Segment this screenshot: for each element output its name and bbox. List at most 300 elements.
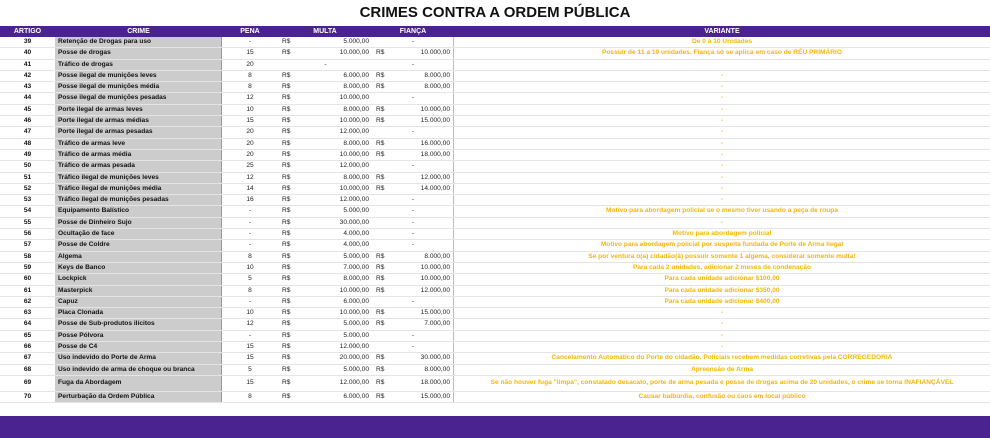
currency-symbol: R$ bbox=[282, 94, 291, 102]
currency-symbol: R$ bbox=[376, 392, 385, 400]
fianca-cell bbox=[372, 392, 454, 402]
artigo-cell: 40 bbox=[23, 49, 32, 57]
fianca-cell bbox=[372, 37, 454, 47]
table-row bbox=[0, 195, 990, 206]
currency-symbol: R$ bbox=[282, 263, 291, 271]
multa-cell-value: 4.000,00 bbox=[343, 241, 369, 249]
multa-cell bbox=[278, 319, 372, 329]
artigo-cell: 59 bbox=[23, 263, 32, 271]
table-row bbox=[0, 319, 990, 330]
multa-cell bbox=[278, 161, 372, 171]
table-header bbox=[0, 26, 990, 37]
multa-cell-value: 5.000,00 bbox=[343, 331, 369, 339]
multa-cell bbox=[278, 195, 372, 205]
fianca-cell-value: 8.000,00 bbox=[424, 83, 450, 91]
crime-cell: Posse Pólvora bbox=[55, 331, 222, 341]
fianca-cell-value: 12.000,00 bbox=[420, 286, 450, 294]
artigo-cell: 56 bbox=[23, 230, 32, 238]
multa-cell-value: 8.000,00 bbox=[343, 83, 369, 91]
multa-cell bbox=[278, 376, 372, 391]
pena-cell: 8 bbox=[248, 286, 252, 294]
variante-cell: Motivo para abordagem policial se o mesmo tiver usando a peça de roupa bbox=[606, 207, 838, 215]
crime-cell: Posse ilegal de munições média bbox=[55, 82, 222, 92]
fianca-cell-value: - bbox=[411, 196, 415, 204]
artigo-cell: 65 bbox=[23, 331, 32, 339]
crime-cell: Posse ilegal de munições pesadas bbox=[55, 93, 222, 103]
multa-cell bbox=[278, 252, 372, 262]
artigo-cell: 48 bbox=[23, 139, 32, 147]
fianca-cell bbox=[372, 319, 454, 329]
artigo-cell: 50 bbox=[23, 162, 32, 170]
variante-cell: Para cada unidade adicionar $400,00 bbox=[664, 297, 780, 305]
artigo-cell: 46 bbox=[23, 117, 32, 125]
currency-symbol: R$ bbox=[282, 71, 291, 79]
currency-symbol: R$ bbox=[376, 184, 385, 192]
fianca-cell-value: 30.000,00 bbox=[420, 354, 450, 362]
header-pena: PENA bbox=[240, 28, 260, 35]
multa-cell-value: 7.000,00 bbox=[343, 263, 369, 271]
fianca-cell bbox=[372, 297, 454, 307]
multa-cell-value: 12.000,00 bbox=[339, 196, 369, 204]
multa-cell-value: 10.000,00 bbox=[339, 150, 369, 158]
header-crime: CRIME bbox=[127, 28, 150, 35]
artigo-cell: 54 bbox=[23, 207, 32, 215]
multa-cell bbox=[278, 331, 372, 341]
multa-cell bbox=[278, 206, 372, 216]
multa-cell bbox=[278, 365, 372, 375]
crime-cell: Porte ilegal de armas médias bbox=[55, 116, 222, 126]
pena-cell: 20 bbox=[246, 60, 254, 68]
fianca-cell-value: 15.000,00 bbox=[420, 117, 450, 125]
currency-symbol: R$ bbox=[282, 331, 291, 339]
variante-cell: Apreensão de Arma bbox=[690, 365, 754, 373]
fianca-cell-value: - bbox=[411, 162, 415, 170]
multa-cell-value: 30.000,00 bbox=[339, 218, 369, 226]
table-row bbox=[0, 93, 990, 104]
pena-cell: 5 bbox=[248, 365, 252, 373]
fianca-cell bbox=[372, 342, 454, 352]
currency-symbol: R$ bbox=[282, 150, 291, 158]
currency-symbol: R$ bbox=[282, 365, 291, 373]
currency-symbol: R$ bbox=[376, 309, 385, 317]
multa-cell-value: 20.000,00 bbox=[339, 354, 369, 362]
crimes-table-body bbox=[0, 37, 990, 403]
pena-cell: 8 bbox=[248, 392, 252, 400]
currency-symbol: R$ bbox=[282, 173, 291, 181]
crime-cell: Ocultação de face bbox=[55, 229, 222, 239]
variante-cell: Motivo para abordagem policial bbox=[672, 230, 772, 238]
multa-cell-value: 8.000,00 bbox=[343, 173, 369, 181]
multa-cell-value: 5.000,00 bbox=[343, 207, 369, 215]
currency-symbol: R$ bbox=[376, 83, 385, 91]
page-title: CRIMES CONTRA A ORDEM PÚBLICA bbox=[359, 4, 631, 21]
table-row bbox=[0, 392, 990, 403]
variante-cell bbox=[454, 60, 990, 70]
fianca-cell bbox=[372, 206, 454, 216]
fianca-cell bbox=[372, 173, 454, 183]
artigo-cell: 52 bbox=[23, 184, 32, 192]
pena-cell: 5 bbox=[248, 275, 252, 283]
multa-cell bbox=[278, 48, 372, 58]
variante-cell: Causar balbúrdia, confusão ou caos em local público bbox=[638, 392, 806, 400]
fianca-cell-value: 7.000,00 bbox=[424, 320, 450, 328]
currency-symbol: R$ bbox=[282, 354, 291, 362]
multa-cell-value: 5.000,00 bbox=[343, 38, 369, 45]
crime-cell: Posse de drogas bbox=[55, 48, 222, 58]
fianca-cell bbox=[372, 150, 454, 160]
variante-cell: - bbox=[720, 309, 724, 317]
currency-symbol: R$ bbox=[282, 117, 291, 125]
header-variante: VARIANTE bbox=[704, 28, 740, 35]
crime-cell: Lockpick bbox=[55, 274, 222, 284]
fianca-cell-value: 15.000,00 bbox=[420, 392, 450, 400]
currency-symbol: R$ bbox=[282, 343, 291, 351]
multa-cell bbox=[278, 342, 372, 352]
multa-cell-value: 6.000,00 bbox=[343, 392, 369, 400]
artigo-cell: 42 bbox=[23, 71, 32, 79]
table-row bbox=[0, 150, 990, 161]
table-row bbox=[0, 218, 990, 229]
currency-symbol: R$ bbox=[282, 49, 291, 57]
table-row bbox=[0, 48, 990, 59]
pena-cell: 16 bbox=[246, 196, 254, 204]
currency-symbol: R$ bbox=[282, 230, 291, 238]
currency-symbol: R$ bbox=[282, 286, 291, 294]
currency-symbol: R$ bbox=[282, 83, 291, 91]
fianca-cell bbox=[372, 60, 454, 70]
multa-cell bbox=[278, 37, 372, 47]
currency-symbol: R$ bbox=[376, 354, 385, 362]
currency-symbol: R$ bbox=[376, 173, 385, 181]
fianca-cell bbox=[372, 365, 454, 375]
variante-cell: - bbox=[720, 320, 724, 328]
multa-cell-value: 6.000,00 bbox=[343, 71, 369, 79]
fianca-cell bbox=[372, 353, 454, 363]
variante-cell: - bbox=[720, 173, 724, 181]
variante-cell: - bbox=[720, 139, 724, 147]
pena-cell: 20 bbox=[246, 139, 254, 147]
artigo-cell: 39 bbox=[23, 38, 32, 45]
multa-cell-value: 10.000,00 bbox=[339, 117, 369, 125]
fianca-cell bbox=[372, 195, 454, 205]
crime-cell: Keys de Banco bbox=[55, 263, 222, 273]
variante-cell: - bbox=[720, 343, 724, 351]
pena-cell: 14 bbox=[246, 184, 254, 192]
currency-symbol: R$ bbox=[376, 275, 385, 283]
crime-cell: Equipamento Balístico bbox=[55, 206, 222, 216]
table-row bbox=[0, 263, 990, 274]
variante-cell: - bbox=[720, 94, 724, 102]
artigo-cell: 49 bbox=[23, 150, 32, 158]
artigo-cell: 67 bbox=[23, 354, 32, 362]
fianca-cell-value: - bbox=[411, 207, 415, 215]
pena-cell: 20 bbox=[246, 128, 254, 136]
currency-symbol: R$ bbox=[282, 128, 291, 136]
table-row bbox=[0, 229, 990, 240]
multa-cell-value: 8.000,00 bbox=[343, 275, 369, 283]
fianca-cell-value: 14.000,00 bbox=[420, 184, 450, 192]
crime-cell: Posse ilegal de munições leves bbox=[55, 71, 222, 81]
multa-cell bbox=[278, 184, 372, 194]
fianca-cell bbox=[372, 48, 454, 58]
fianca-cell bbox=[372, 139, 454, 149]
pena-cell: 8 bbox=[248, 71, 252, 79]
currency-symbol: R$ bbox=[376, 252, 385, 260]
fianca-cell-value: 10.000,00 bbox=[420, 49, 450, 57]
crime-cell: Uso indevido de arma de choque ou branca bbox=[55, 365, 222, 375]
pena-cell: 15 bbox=[246, 343, 254, 351]
table-row bbox=[0, 308, 990, 319]
currency-symbol: R$ bbox=[376, 117, 385, 125]
table-row bbox=[0, 353, 990, 364]
currency-symbol: R$ bbox=[282, 378, 291, 386]
variante-cell: - bbox=[720, 184, 724, 192]
currency-symbol: R$ bbox=[376, 263, 385, 271]
multa-cell bbox=[278, 60, 372, 70]
table-row bbox=[0, 139, 990, 150]
multa-cell-value: 5.000,00 bbox=[343, 320, 369, 328]
fianca-cell bbox=[372, 331, 454, 341]
variante-cell: Para cada unidade adicionar $350,00 bbox=[664, 286, 780, 294]
fianca-cell-value: - bbox=[411, 94, 415, 102]
fianca-cell-value: - bbox=[411, 38, 415, 45]
multa-cell bbox=[278, 150, 372, 160]
currency-symbol: R$ bbox=[282, 184, 291, 192]
fianca-cell-value: 10.000,00 bbox=[420, 275, 450, 283]
multa-cell-value: 4.000,00 bbox=[343, 230, 369, 238]
table-row bbox=[0, 365, 990, 376]
fianca-cell bbox=[372, 229, 454, 239]
artigo-cell: 68 bbox=[23, 365, 32, 373]
multa-cell bbox=[278, 71, 372, 81]
artigo-cell: 61 bbox=[23, 286, 32, 294]
pena-cell: 15 bbox=[246, 117, 254, 125]
table-row bbox=[0, 240, 990, 251]
crime-cell: Algema bbox=[55, 252, 222, 262]
multa-cell-value: 10.000,00 bbox=[339, 49, 369, 57]
fianca-cell-value: - bbox=[411, 343, 415, 351]
fianca-cell-value: 8.000,00 bbox=[424, 71, 450, 79]
multa-cell bbox=[278, 229, 372, 239]
fianca-cell bbox=[372, 116, 454, 126]
table-row bbox=[0, 252, 990, 263]
artigo-cell: 41 bbox=[23, 60, 32, 68]
crime-cell: Fuga da Abordagem bbox=[55, 376, 222, 391]
pena-cell: - bbox=[248, 297, 252, 305]
multa-cell-value: 10.000,00 bbox=[339, 184, 369, 192]
variante-cell: Para cada unidade adicionar $100,00 bbox=[664, 275, 780, 283]
pena-cell: - bbox=[248, 218, 252, 226]
artigo-cell: 57 bbox=[23, 241, 32, 249]
table-row bbox=[0, 116, 990, 127]
artigo-cell: 44 bbox=[23, 94, 32, 102]
variante-cell: - bbox=[720, 117, 724, 125]
fianca-cell-value: 15.000,00 bbox=[420, 309, 450, 317]
pena-cell: 12 bbox=[246, 173, 254, 181]
currency-symbol: R$ bbox=[282, 105, 291, 113]
table-row bbox=[0, 82, 990, 93]
variante-cell: - bbox=[720, 162, 724, 170]
multa-cell bbox=[278, 93, 372, 103]
crime-cell: Placa Clonada bbox=[55, 308, 222, 318]
currency-symbol: R$ bbox=[376, 320, 385, 328]
currency-symbol: R$ bbox=[282, 392, 291, 400]
multa-cell-value: 5.000,00 bbox=[343, 252, 369, 260]
multa-cell bbox=[278, 392, 372, 402]
currency-symbol: R$ bbox=[282, 162, 291, 170]
multa-cell bbox=[278, 105, 372, 115]
crime-cell: Tráfico de drogas bbox=[55, 60, 222, 70]
multa-cell bbox=[278, 286, 372, 296]
crime-cell: Tráfico de armas pesada bbox=[55, 161, 222, 171]
multa-cell-value: 12.000,00 bbox=[339, 128, 369, 136]
variante-cell: - bbox=[720, 128, 724, 136]
fianca-cell-value: - bbox=[411, 218, 415, 226]
artigo-cell: 51 bbox=[23, 173, 32, 181]
artigo-cell: 64 bbox=[23, 320, 32, 328]
currency-symbol: R$ bbox=[376, 49, 385, 57]
header-multa: MULTA bbox=[313, 28, 337, 35]
fianca-cell-value: - bbox=[411, 331, 415, 339]
artigo-cell: 58 bbox=[23, 252, 32, 260]
artigo-cell: 45 bbox=[23, 105, 32, 113]
currency-symbol: R$ bbox=[376, 286, 385, 294]
fianca-cell bbox=[372, 71, 454, 81]
crime-cell: Tráfico de armas leve bbox=[55, 139, 222, 149]
crime-cell: Porte ilegal de armas leves bbox=[55, 105, 222, 115]
variante-cell: - bbox=[720, 71, 724, 79]
multa-cell-value: 10.000,00 bbox=[339, 94, 369, 102]
currency-symbol: R$ bbox=[376, 378, 385, 386]
table-row bbox=[0, 206, 990, 217]
fianca-cell bbox=[372, 127, 454, 137]
multa-cell bbox=[278, 353, 372, 363]
table-row bbox=[0, 60, 990, 71]
pena-cell: - bbox=[248, 38, 252, 45]
currency-symbol: R$ bbox=[376, 71, 385, 79]
currency-symbol: R$ bbox=[376, 139, 385, 147]
pena-cell: 10 bbox=[246, 263, 254, 271]
fianca-cell bbox=[372, 308, 454, 318]
fianca-cell bbox=[372, 240, 454, 250]
variante-cell: Cancelamento Automático do Porte do cidadão. Policiais recebem medidas corretivas pela CORREGEDORIA bbox=[551, 354, 893, 362]
multa-cell-value: 10.000,00 bbox=[339, 309, 369, 317]
multa-cell bbox=[278, 82, 372, 92]
variante-cell: De 0 à 10 Unidades bbox=[691, 38, 753, 45]
variante-cell: - bbox=[720, 150, 724, 158]
artigo-cell: 43 bbox=[23, 83, 32, 91]
artigo-cell: 63 bbox=[23, 309, 32, 317]
pena-cell: 10 bbox=[246, 309, 254, 317]
table-row bbox=[0, 331, 990, 342]
fianca-cell-value: 10.000,00 bbox=[420, 105, 450, 113]
fianca-cell-value: - bbox=[411, 60, 415, 68]
variante-cell: Se não houver fuga "limpa", constatado desacato, porte de arma pesada e posse de drogas acima de 20 unidades, o crime se torna INAFIANÇÁVEL bbox=[490, 378, 954, 386]
fianca-cell bbox=[372, 93, 454, 103]
variante-cell: - bbox=[720, 218, 724, 226]
artigo-cell: 55 bbox=[23, 218, 32, 226]
multa-cell bbox=[278, 139, 372, 149]
multa-cell-value: - bbox=[324, 60, 327, 68]
variante-cell: Motivo para abordagem policial por suspeita fundada de Porte de Arma ilegal bbox=[600, 241, 844, 249]
pena-cell: - bbox=[248, 230, 252, 238]
fianca-cell bbox=[372, 82, 454, 92]
currency-symbol: R$ bbox=[282, 139, 291, 147]
multa-cell-value: 5.000,00 bbox=[343, 365, 369, 373]
crime-cell: Porte ilegal de armas pesadas bbox=[55, 127, 222, 137]
fianca-cell-value: 12.000,00 bbox=[420, 173, 450, 181]
crime-cell: Uso indevido do Porte de Arma bbox=[55, 353, 222, 363]
crime-cell: Capuz bbox=[55, 297, 222, 307]
artigo-cell: 69 bbox=[23, 378, 32, 386]
crime-cell: Posse de Coldre bbox=[55, 240, 222, 250]
pena-cell: 15 bbox=[246, 354, 254, 362]
currency-symbol: R$ bbox=[282, 275, 291, 283]
pena-cell: - bbox=[248, 331, 252, 339]
multa-cell bbox=[278, 116, 372, 126]
artigo-cell: 70 bbox=[23, 392, 32, 400]
multa-cell-value: 12.000,00 bbox=[339, 378, 369, 386]
pena-cell: 12 bbox=[246, 320, 254, 328]
currency-symbol: R$ bbox=[282, 207, 291, 215]
fianca-cell bbox=[372, 286, 454, 296]
fianca-cell-value: 8.000,00 bbox=[424, 252, 450, 260]
fianca-cell-value: - bbox=[411, 230, 415, 238]
currency-symbol: R$ bbox=[376, 150, 385, 158]
currency-symbol: R$ bbox=[376, 105, 385, 113]
table-row bbox=[0, 37, 990, 48]
table-row bbox=[0, 105, 990, 116]
crime-cell: Posse de C4 bbox=[55, 342, 222, 352]
crime-cell: Tráfico ilegal de munições leves bbox=[55, 173, 222, 183]
currency-symbol: R$ bbox=[282, 309, 291, 317]
table-row bbox=[0, 173, 990, 184]
table-row bbox=[0, 161, 990, 172]
currency-symbol: R$ bbox=[282, 297, 291, 305]
pena-cell: 25 bbox=[246, 162, 254, 170]
fianca-cell-value: 18.000,00 bbox=[420, 378, 450, 386]
multa-cell-value: 8.000,00 bbox=[343, 139, 369, 147]
variante-cell: - bbox=[720, 83, 724, 91]
artigo-cell: 60 bbox=[23, 275, 32, 283]
currency-symbol: R$ bbox=[376, 365, 385, 373]
multa-cell bbox=[278, 263, 372, 273]
fianca-cell bbox=[372, 376, 454, 391]
fianca-cell bbox=[372, 274, 454, 284]
multa-cell bbox=[278, 218, 372, 228]
fianca-cell-value: - bbox=[411, 128, 415, 136]
multa-cell-value: 12.000,00 bbox=[339, 343, 369, 351]
fianca-cell bbox=[372, 105, 454, 115]
table-row bbox=[0, 297, 990, 308]
multa-cell-value: 6.000,00 bbox=[343, 297, 369, 305]
fianca-cell bbox=[372, 218, 454, 228]
artigo-cell: 47 bbox=[23, 128, 32, 136]
multa-cell bbox=[278, 297, 372, 307]
fianca-cell-value: - bbox=[411, 297, 415, 305]
fianca-cell bbox=[372, 184, 454, 194]
pena-cell: 15 bbox=[246, 378, 254, 386]
table-row bbox=[0, 342, 990, 353]
pena-cell: - bbox=[248, 241, 252, 249]
crime-cell: Tráfico ilegal de munições média bbox=[55, 184, 222, 194]
currency-symbol: R$ bbox=[282, 320, 291, 328]
crime-cell: Posse de Sub-produtos ilícitos bbox=[55, 319, 222, 329]
multa-cell bbox=[278, 127, 372, 137]
pena-cell: 10 bbox=[246, 105, 254, 113]
variante-cell: - bbox=[720, 331, 724, 339]
variante-cell: Se por ventura o(a) cidadão(ã) possuir somente 1 algema, considerar somente multa! bbox=[588, 252, 856, 260]
